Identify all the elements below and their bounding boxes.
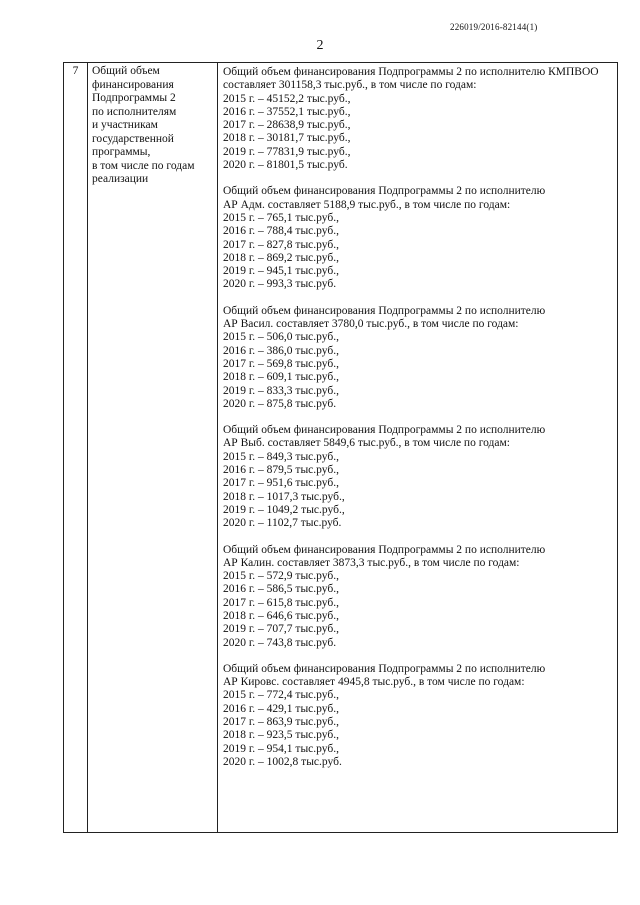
row-title-line: и участникам (92, 119, 158, 131)
funding-details (218, 63, 617, 832)
funding-year-line: 2018 г. – 30181,7 тыс.руб., (223, 132, 351, 145)
funding-year-line: 2019 г. – 954,1 тыс.руб., (223, 742, 339, 755)
funding-year-line: 2020 г. – 875,8 тыс.руб. (223, 397, 337, 410)
funding-year-line: 2015 г. – 772,4 тыс.руб., (223, 689, 339, 702)
funding-block-ar-vasil (223, 305, 611, 411)
funding-year-line: 2016 г. – 586,5 тыс.руб., (223, 583, 339, 596)
funding-year-line: 2015 г. – 506,0 тыс.руб., (223, 331, 339, 344)
funding-year-line: 2015 г. – 849,3 тыс.руб., (223, 450, 339, 463)
funding-year-line: 2017 г. – 569,8 тыс.руб., (223, 357, 339, 370)
funding-block-ar-vyb (223, 424, 611, 530)
funding-table (63, 62, 618, 833)
funding-year-line: 2020 г. – 993,3 тыс.руб. (223, 278, 337, 291)
funding-block-kmpvoo (223, 66, 611, 172)
funding-year-line: 2017 г. – 951,6 тыс.руб., (223, 477, 339, 490)
funding-year-line: 2019 г. – 77831,9 тыс.руб., (223, 145, 351, 158)
funding-intro-line: АР Выб. составляет 5849,6 тыс.руб., в том числе по годам: (223, 437, 510, 450)
funding-year-line: 2016 г. – 788,4 тыс.руб., (223, 225, 339, 238)
funding-intro-line: Общий объем финансирования Подпрограммы 2 по исполнителю (223, 304, 546, 317)
funding-year-line: 2016 г. – 879,5 тыс.руб., (223, 464, 339, 477)
funding-year-line: 2017 г. – 863,9 тыс.руб., (223, 716, 339, 729)
row-title-line: Общий объем (92, 65, 160, 77)
funding-year-line: 2019 г. – 945,1 тыс.руб., (223, 265, 339, 278)
row-title-line: по исполнителям (92, 105, 177, 118)
funding-year-line: 2018 г. – 923,5 тыс.руб., (223, 729, 339, 742)
funding-year-line: 2017 г. – 827,8 тыс.руб., (223, 238, 339, 251)
funding-intro-line: АР Адм. составляет 5188,9 тыс.руб., в том числе по годам: (223, 198, 511, 211)
funding-year-line: 2015 г. – 572,9 тыс.руб., (223, 570, 339, 583)
funding-block-ar-adm (223, 185, 611, 291)
funding-year-line: 2019 г. – 1049,2 тыс.руб., (223, 503, 345, 516)
row-title-line: реализации (92, 173, 149, 185)
row-title-line: государственной (92, 132, 174, 145)
funding-year-line: 2016 г. – 386,0 тыс.руб., (223, 344, 339, 357)
funding-year-line: 2018 г. – 646,6 тыс.руб., (223, 609, 339, 622)
row-title (88, 63, 218, 832)
funding-block-ar-kirovs (223, 663, 611, 769)
funding-intro-line: составляет 301158,3 тыс.руб., в том числе по годам: (223, 79, 477, 92)
row-title-line: финансирования (92, 78, 174, 91)
page-number: 2 (316, 38, 324, 53)
funding-year-line: 2017 г. – 28638,9 тыс.руб., (223, 119, 351, 132)
row-number: 7 (64, 63, 88, 832)
funding-intro-line: Общий объем финансирования Подпрограммы 2 по исполнителю (223, 543, 546, 556)
funding-intro-line: Общий объем финансирования Подпрограммы 2 по исполнителю (223, 662, 546, 675)
funding-intro-line: Общий объем финансирования Подпрограммы 2 по исполнителю (223, 185, 546, 198)
funding-intro-line: АР Калин. составляет 3873,3 тыс.руб., в том числе по годам: (223, 556, 520, 569)
funding-year-line: 2019 г. – 833,3 тыс.руб., (223, 384, 339, 397)
funding-block-ar-kalin (223, 544, 611, 650)
funding-year-line: 2015 г. – 765,1 тыс.руб., (223, 211, 339, 224)
row-title-line: программы, (92, 146, 151, 158)
funding-year-line: 2019 г. – 707,7 тыс.руб., (223, 623, 339, 636)
funding-year-line: 2020 г. – 1002,8 тыс.руб. (223, 755, 342, 768)
funding-intro-line: АР Кировс. составляет 4945,8 тыс.руб., в том числе по годам: (223, 676, 525, 689)
funding-year-line: 2015 г. – 45152,2 тыс.руб., (223, 92, 351, 105)
row-title-line: в том числе по годам (92, 159, 195, 172)
funding-year-line: 2018 г. – 1017,3 тыс.руб., (223, 490, 345, 503)
funding-year-line: 2018 г. – 869,2 тыс.руб., (223, 251, 339, 264)
document-id: 226019/2016-82144(1) (450, 22, 538, 32)
funding-year-line: 2020 г. – 743,8 тыс.руб. (223, 636, 337, 649)
funding-intro-line: АР Васил. составляет 3780,0 тыс.руб., в том числе по годам: (223, 318, 519, 331)
row-title-line: Подпрограммы 2 (92, 92, 176, 104)
funding-year-line: 2020 г. – 81801,5 тыс.руб. (223, 159, 348, 172)
funding-intro-line: Общий объем финансирования Подпрограммы 2 по исполнителю КМПВОО (223, 66, 599, 78)
funding-year-line: 2016 г. – 37552,1 тыс.руб., (223, 105, 351, 118)
funding-year-line: 2017 г. – 615,8 тыс.руб., (223, 596, 339, 609)
funding-year-line: 2020 г. – 1102,7 тыс.руб. (223, 517, 342, 530)
funding-year-line: 2018 г. – 609,1 тыс.руб., (223, 371, 339, 384)
funding-year-line: 2016 г. – 429,1 тыс.руб., (223, 702, 339, 715)
funding-intro-line: Общий объем финансирования Подпрограммы 2 по исполнителю (223, 424, 546, 437)
